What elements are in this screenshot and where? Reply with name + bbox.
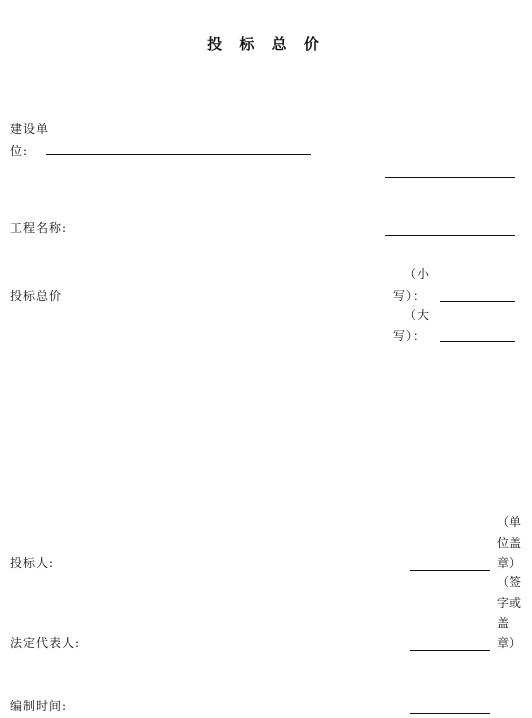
compile-time-label: 编制时间: [10,699,68,713]
legal-note-line2: 字或 [497,596,522,610]
project-name-field[interactable] [385,235,515,236]
construction-unit-label-line1: 建设单 [10,122,50,136]
legal-note-line4: 章） [497,636,522,650]
compile-time-field[interactable] [410,713,490,714]
bidder-note-line1: （单 [497,515,522,529]
bidder-field[interactable] [410,570,490,571]
uppercase-price-field[interactable] [440,341,515,342]
extra-blank-line-1[interactable] [385,177,515,178]
uppercase-paren-open: （大 [404,308,431,322]
lowercase-label: 写）： [393,289,427,303]
construction-unit-label-line2: 位: [10,144,29,158]
legal-rep-field[interactable] [410,650,490,651]
legal-note-line3: 盖 [497,616,510,630]
legal-rep-label: 法定代表人: [10,636,81,650]
bidder-note-line3: 章） [497,556,522,570]
legal-note-line1: （签 [497,575,522,589]
construction-unit-field[interactable] [46,154,311,155]
total-price-label: 投标总价 [10,289,63,303]
document-title: 投 标 总 价 [207,35,325,53]
lowercase-paren-open: （小 [404,267,431,281]
bidder-note-line2: 位盖 [497,536,522,550]
bidder-label: 投标人: [10,556,55,570]
lowercase-price-field[interactable] [440,301,515,302]
project-name-label: 工程名称: [10,221,68,235]
uppercase-label: 写）： [393,329,427,343]
